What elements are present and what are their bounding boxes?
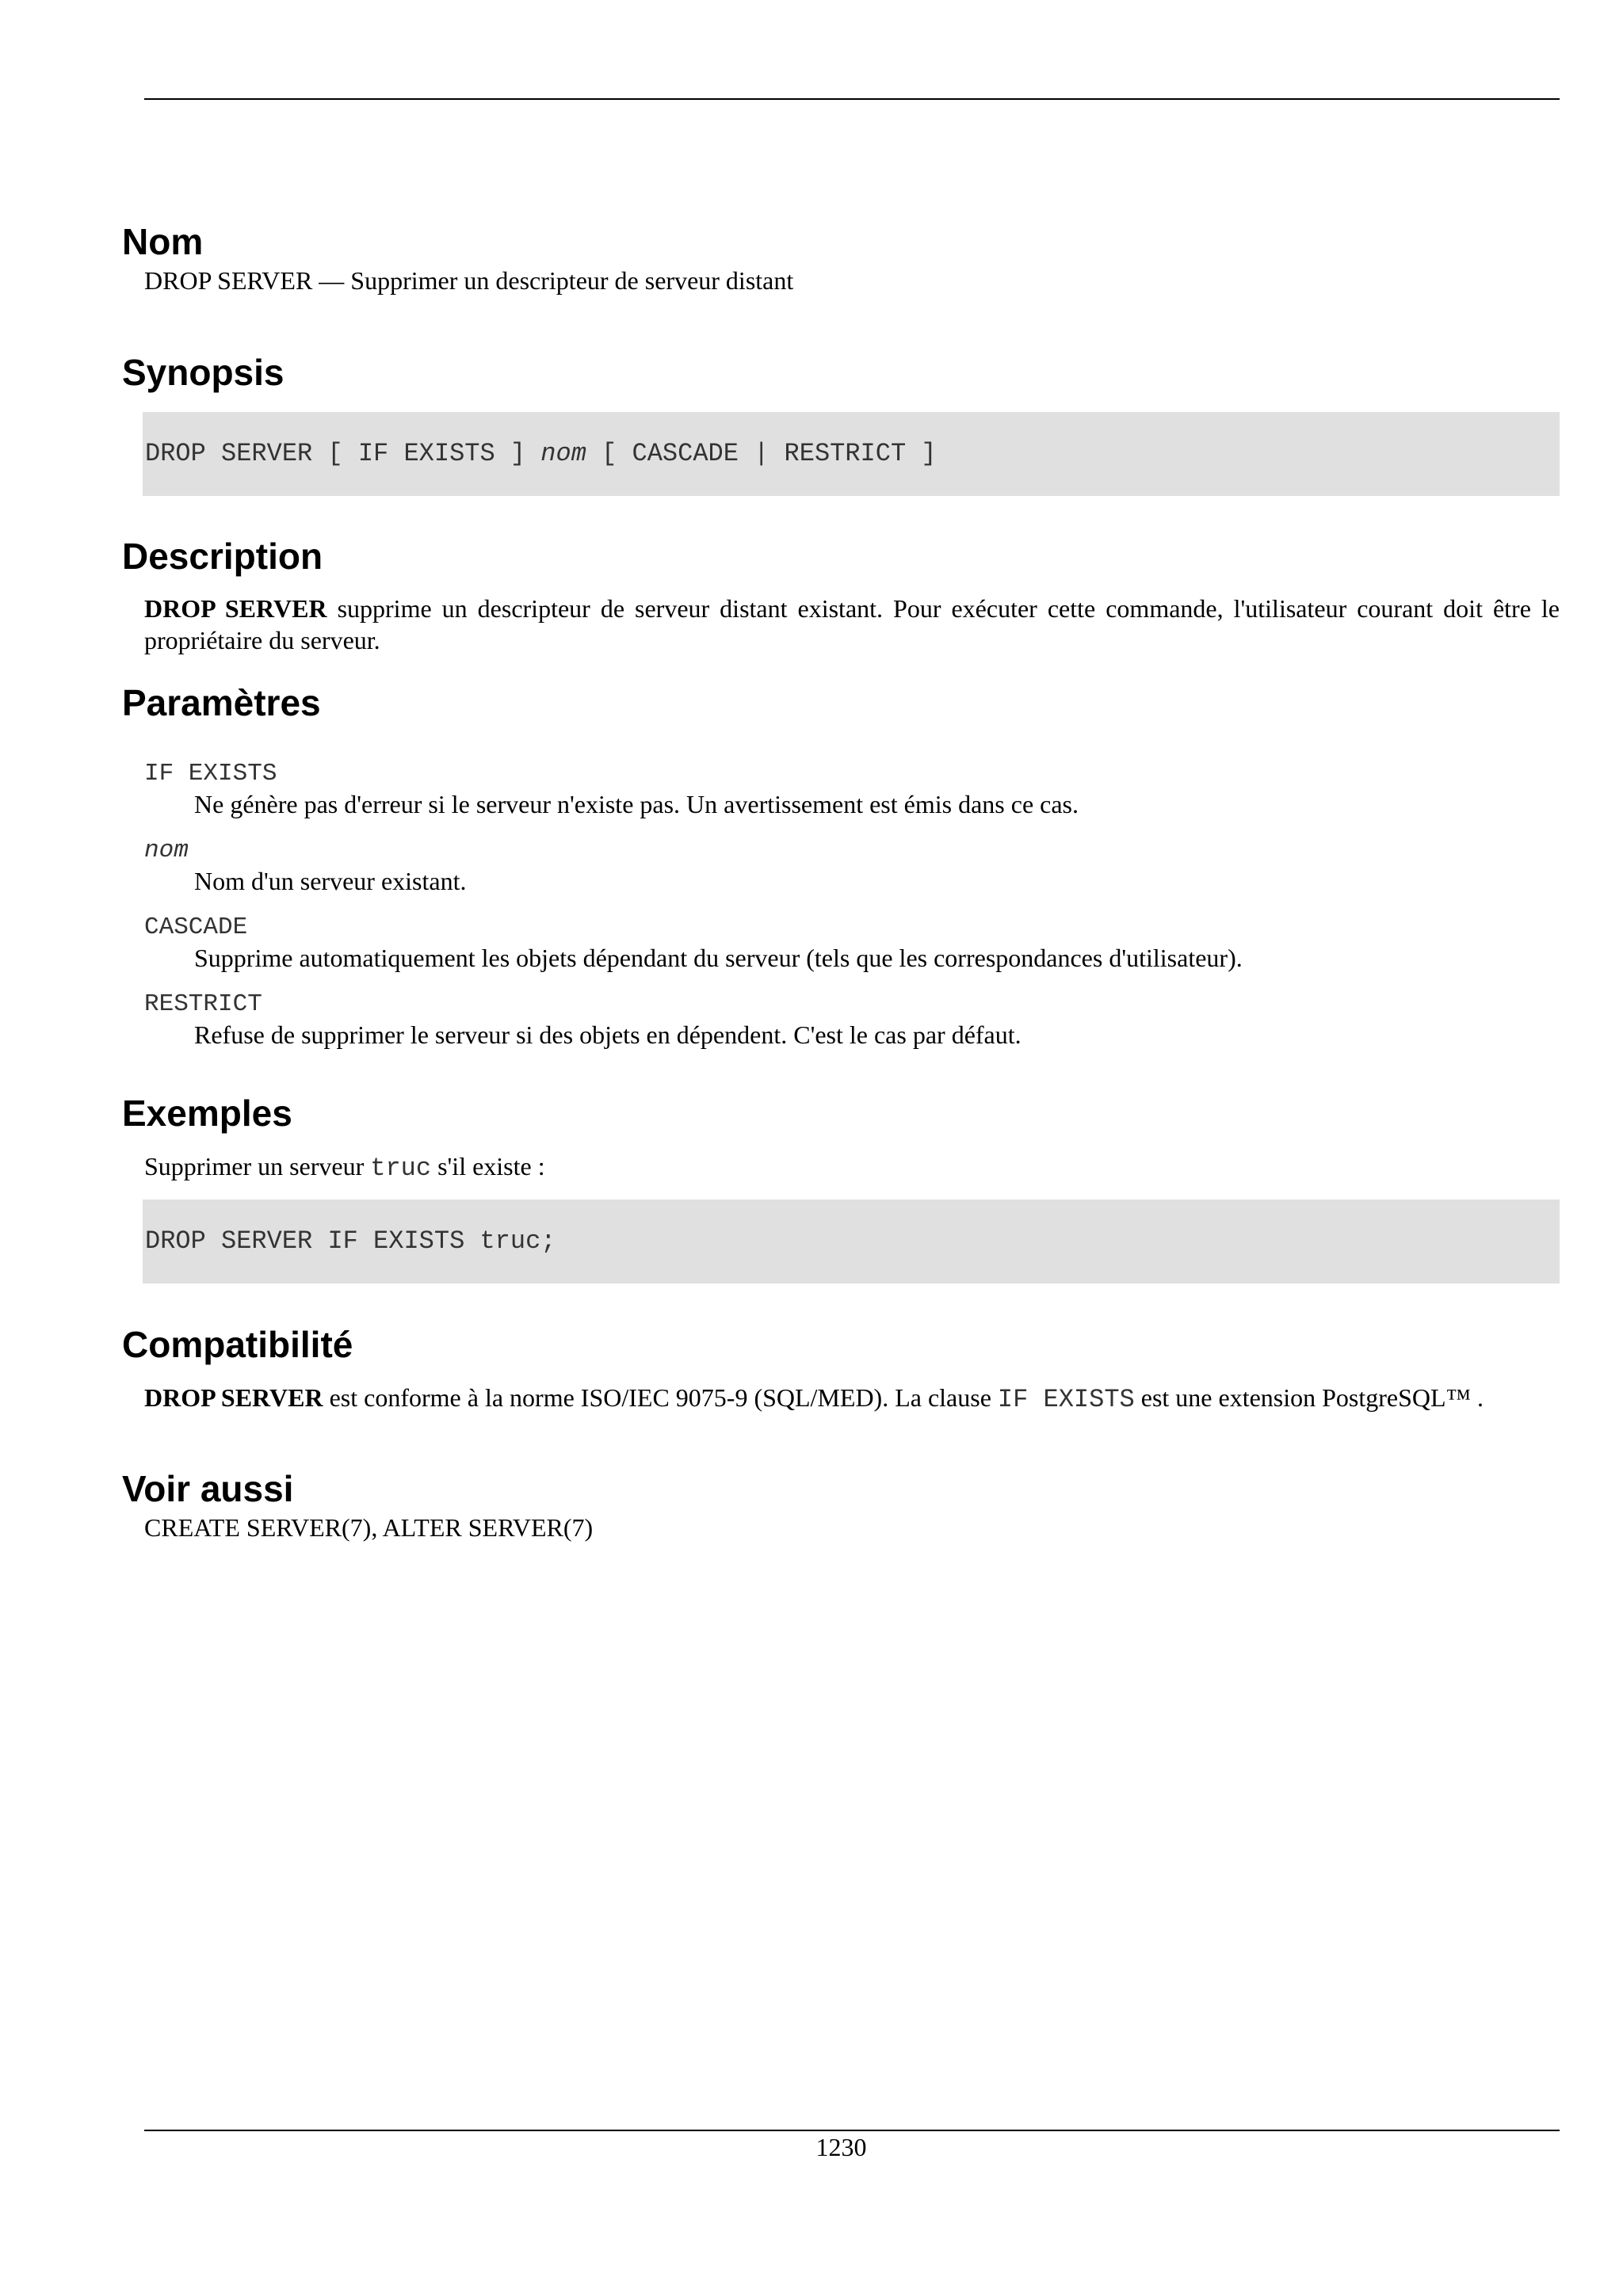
param-def-restrict: Refuse de supprimer le serveur si des objets en dépendent. C'est le cas par défaut.	[194, 1020, 1022, 1049]
section-heading-voir-aussi: Voir aussi	[122, 1468, 294, 1509]
exemples-intro-code: truc	[370, 1154, 432, 1183]
synopsis-code-param: nom	[540, 439, 586, 468]
compatibilite-paragraph	[144, 1382, 1560, 1416]
description-text: supprime un descripteur de serveur distant existant. Pour exécuter cette commande, l'utilisateur courant doit être le propriétaire du serveur.	[144, 594, 1560, 654]
nom-text: DROP SERVER — Supprimer un descripteur de serveur distant	[144, 266, 794, 295]
voir-aussi-links[interactable]: CREATE SERVER(7), ALTER SERVER(7)	[144, 1513, 594, 1542]
synopsis-code-end: [ CASCADE | RESTRICT ]	[586, 439, 937, 468]
exemples-intro	[144, 1150, 1560, 1184]
param-def-if-exists: Ne génère pas d'erreur si le serveur n'existe pas. Un avertissement est émis dans ce cas.	[194, 790, 1079, 818]
exemples-code-block: DROP SERVER IF EXISTS truc;	[143, 1199, 1560, 1283]
synopsis-code-block	[143, 412, 1560, 496]
compatibilite-text-start: est conforme à la norme ISO/IEC 9075-9 (SQL/MED). La clause	[323, 1383, 998, 1412]
param-term-restrict: RESTRICT	[144, 990, 262, 1018]
page-number: 1230	[815, 2133, 867, 2161]
section-heading-nom: Nom	[122, 221, 204, 262]
param-def-nom: Nom d'un serveur existant.	[194, 867, 467, 895]
description-command: DROP SERVER	[144, 594, 327, 623]
compatibilite-command: DROP SERVER	[144, 1383, 323, 1412]
section-heading-exemples: Exemples	[122, 1093, 292, 1134]
section-heading-parametres: Paramètres	[122, 682, 321, 723]
synopsis-code-start: DROP SERVER [ IF EXISTS ]	[145, 439, 541, 468]
param-def-cascade: Supprime automatiquement les objets dépendant du serveur (tels que les correspondances d'utilisateur).	[194, 944, 1243, 972]
header-rule	[144, 98, 1560, 100]
param-term-if-exists: IF EXISTS	[144, 760, 277, 788]
param-term-nom: nom	[144, 837, 189, 864]
description-paragraph	[144, 593, 1560, 656]
exemples-intro-end: s'il existe :	[431, 1152, 545, 1180]
compatibilite-code: IF EXISTS	[997, 1385, 1135, 1414]
section-heading-description: Description	[122, 536, 323, 577]
section-heading-compatibilite: Compatibilité	[122, 1324, 353, 1365]
compatibilite-text-end: est une extension PostgreSQL™ .	[1134, 1383, 1484, 1412]
param-term-cascade: CASCADE	[144, 913, 248, 941]
section-heading-synopsis: Synopsis	[122, 352, 285, 393]
exemples-intro-start: Supprimer un serveur	[144, 1152, 371, 1180]
